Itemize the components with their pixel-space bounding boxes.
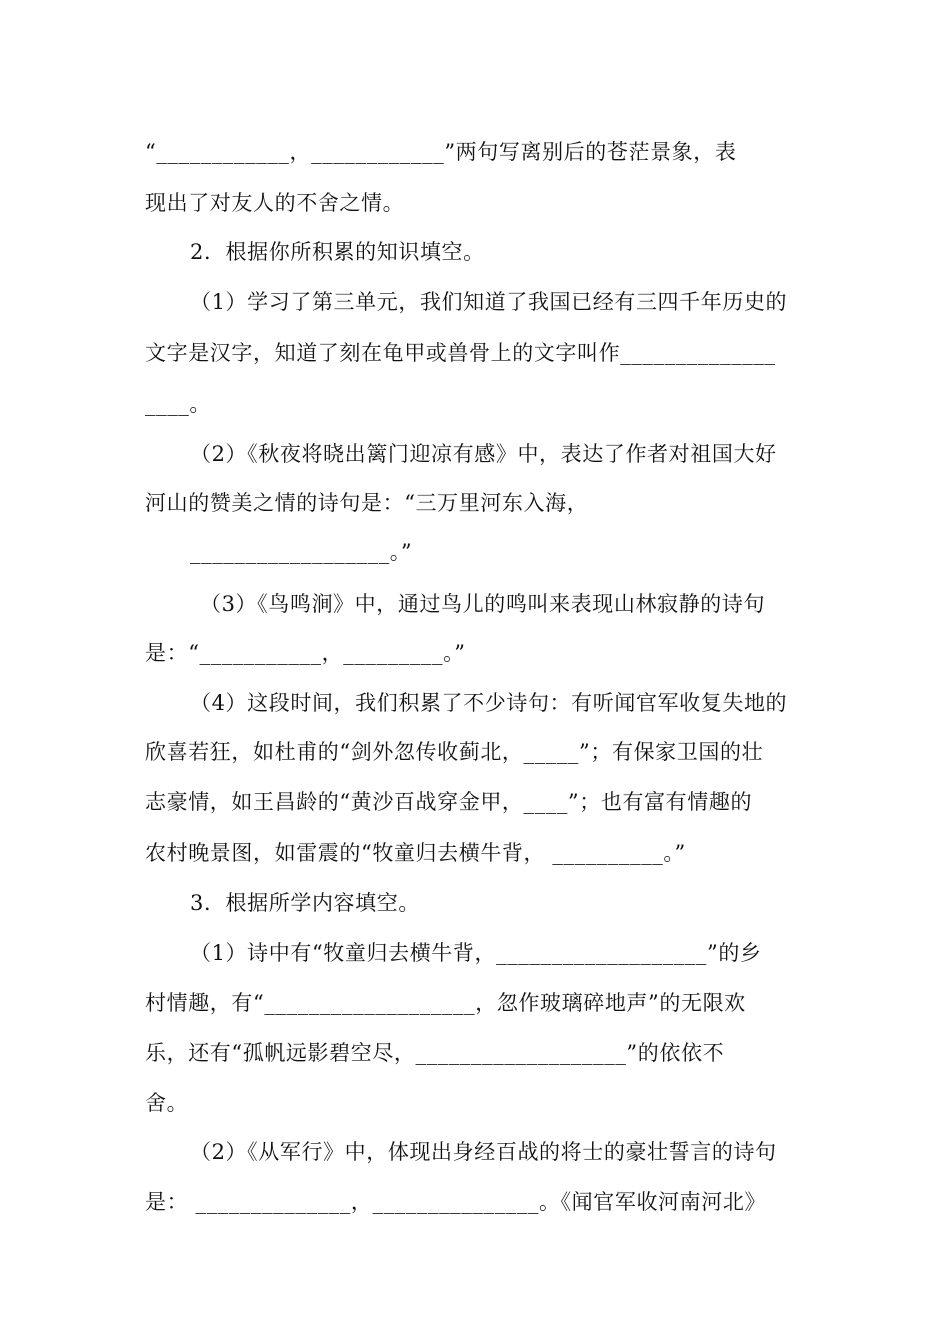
- text-line: __________________。”: [190, 540, 413, 564]
- text-line: （2）《秋夜将晓出篱门迎凉有感》中，表达了作者对祖国大好: [190, 442, 777, 466]
- text-line: 舍。: [145, 1091, 189, 1115]
- text-line: 是： ______________，_______________。《闻官军收河南河北》: [145, 1190, 767, 1214]
- text-line: （1）学习了第三单元，我们知道了我国已经有三四千年历史的: [190, 290, 788, 314]
- text-line: （3）《鸟鸣涧》中，通过鸟儿的鸣叫来表现山林寂静的诗句: [200, 592, 766, 616]
- text-line: 欣喜若狂，如杜甫的“剑外忽传收蓟北，_____”；有保家卫国的壮: [145, 740, 764, 764]
- text-line: 河山的赞美之情的诗句是：“三万里河东入海，: [145, 491, 589, 515]
- question-heading: 3．根据所学内容填空。: [190, 891, 420, 915]
- text-line: （4）这段时间，我们积累了不少诗句：有听闻官军收复失地的: [190, 691, 788, 715]
- text-line: （1）诗中有“牧童归去横牛背，___________________”的乡: [190, 941, 762, 965]
- text-line: 村情趣，有“___________________，忽作玻璃碎地声”的无限欢: [145, 991, 746, 1015]
- text-line: 现出了对友人的不舍之情。: [145, 191, 405, 215]
- question-heading: 2．根据你所积累的知识填空。: [190, 240, 485, 264]
- text-line: 农村晚景图，如雷震的“牧童归去横牛背， __________。”: [145, 841, 686, 865]
- text-line: “____________，____________”两句写离别后的苍茫景象，表: [145, 140, 737, 164]
- text-line: （2）《从军行》中，体现出身经百战的将士的豪壮誓言的诗句: [190, 1140, 777, 1164]
- text-line: 志豪情，如王昌龄的“黄沙百战穿金甲，____”；也有富有情趣的: [145, 790, 753, 814]
- text-line: ____。: [145, 392, 211, 416]
- text-line: 文字是汉字，知道了刻在龟甲或兽骨上的文字叫作______________: [145, 341, 776, 365]
- text-line: 是：“___________，_________。”: [145, 641, 466, 665]
- text-line: 乐，还有“孤帆远影碧空尽，___________________”的依依不: [145, 1041, 725, 1065]
